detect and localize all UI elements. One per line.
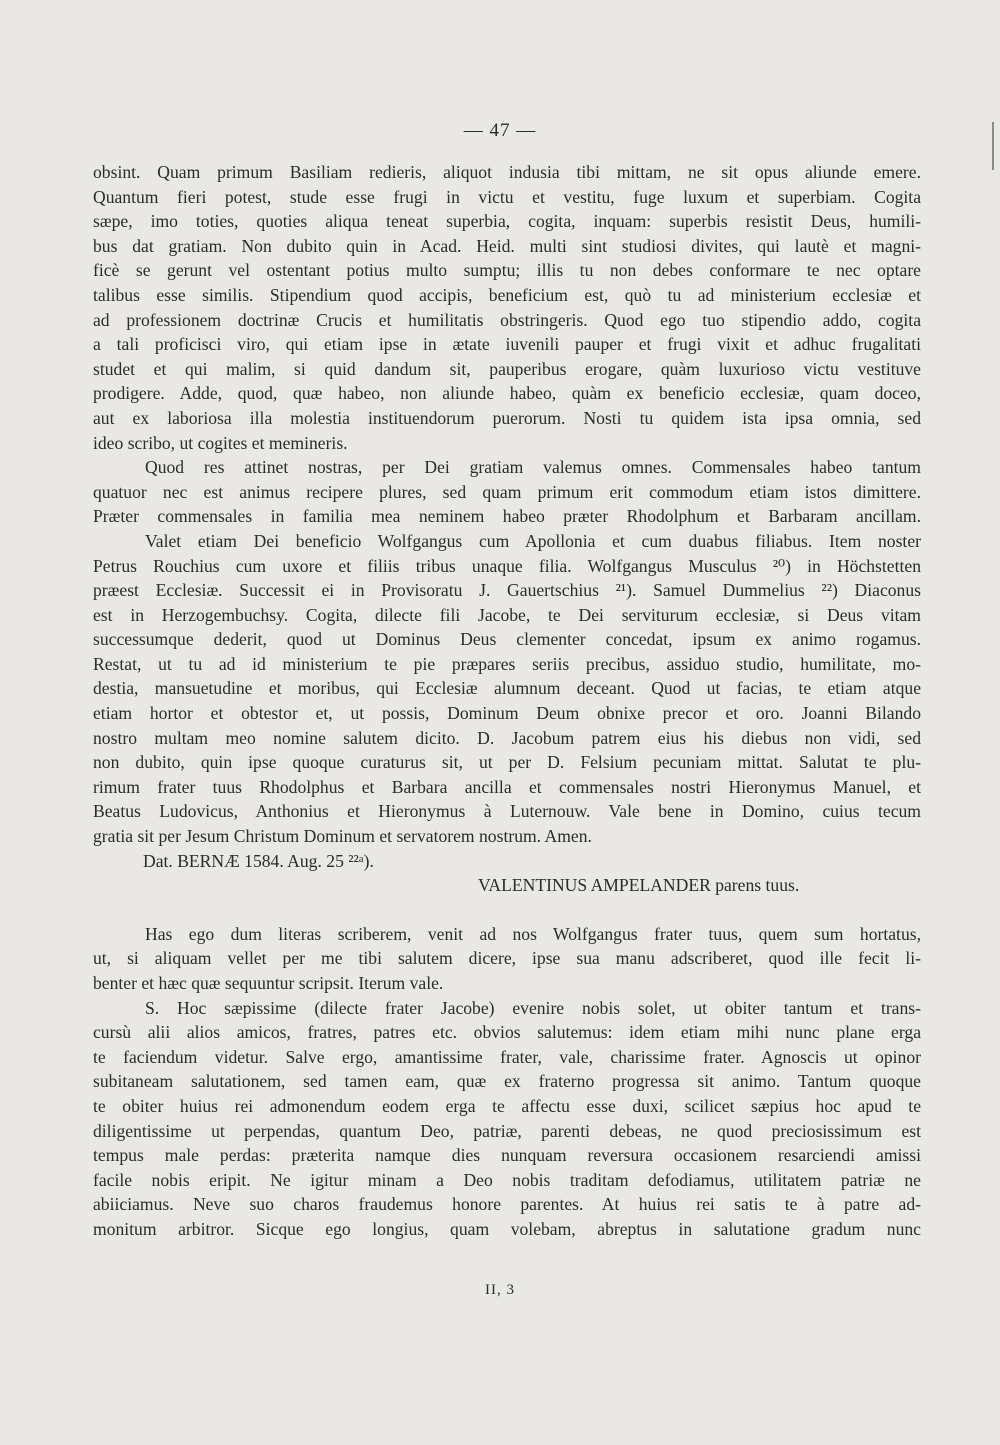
letter-date: Dat. BERNÆ 1584. Aug. 25 ²²ᵃ). [143, 850, 374, 871]
text-line: Quantum fieri potest, stude esse frugi in victu et vestitu, fuge luxum et superbiam. Cogita [93, 186, 921, 207]
letter-signature: VALENTINUS AMPELANDER parens tuus. [478, 875, 800, 896]
text-line: non dubito, quin ipse quoque curaturus sit, ut per D. Felsium pecuniam mittat. Salutat te plu- [93, 752, 921, 773]
text-line: Restat, ut tu ad id ministerium te pie præpares seriis precibus, assiduo studio, humilitate, mo- [93, 653, 921, 674]
text-line: ficè se gerunt vel ostentant potius multo sumptu; illis tu non debes conformare te nec optare [93, 260, 921, 281]
text-line: talibus esse similis. Stipendium quod accipis, beneficium est, quò tu ad ministerium ecclesiæ et [93, 284, 921, 305]
text-line: successumque dederit, quod ut Dominus Deus clementer concedat, ipsum ex animo rogamus. [93, 629, 921, 650]
postscript-2 [93, 996, 921, 1242]
text-line: studet et qui malim, si quid dandum sit, pauperibus erogare, quàm luxurioso victu vestituve [93, 358, 921, 379]
text-line: subitaneam salutationem, sed tamen eam, quæ ex fraterno progressa sit animo. Tantum quoque [93, 1071, 921, 1092]
text-line: abiiciamus. Neve suo charos fraudemus honore parentes. At huius rei satis te à patre ad- [93, 1194, 921, 1215]
text-line: Petrus Rouchius cum uxore et filiis tribus unaque filia. Wolfgangus Musculus ²⁰) in Höchstetten [93, 555, 921, 576]
text-line: ut, si aliquam vellet per me tibi salutem dicere, ipse sua manu adscriberet, quod ille fecit li- [93, 948, 921, 969]
text-line: Has ego dum literas scriberem, venit ad nos Wolfgangus frater tuus, quem sum hortatus, [145, 923, 921, 944]
text-line: te obiter huius rei admonendum eodem erga te affectu esse duxi, scilicet sæpius hoc apud te [93, 1095, 921, 1116]
text-line: ad professionem doctrinæ Crucis et humilitatis obstringeris. Quod ego tuo stipendio addo, cogita [93, 309, 921, 330]
text-line: Valet etiam Dei beneficio Wolfgangus cum Apollonia et cum duabus filiabus. Item noster [145, 530, 921, 551]
text-line: tempus male perdas: præterita namque dies nunquam reversura occasionem resarciendi amissi [93, 1145, 921, 1166]
text-line: Præter commensales in familia mea neminem habeo præter Rhodolphum et Barbaram ancillam. [93, 506, 921, 527]
text-line: benter et hæc quæ sequuntur scripsit. Iterum vale. [93, 973, 444, 993]
page-number: — 47 — [463, 120, 537, 141]
paragraph-1 [93, 160, 921, 455]
text-line: Beatus Ludovicus, Anthonius et Hieronymus à Luternouw. Vale bene in Domino, cuius tecum [93, 801, 921, 822]
text-line: aut ex laboriosa illa molestia instituendorum puerorum. Nosti tu quidem ista ipsa omnia, sed [93, 407, 921, 428]
text-line: S. Hoc sæpissime (dilecte frater Jacobe) evenire nobis solet, ut obiter tantum et trans- [145, 997, 921, 1018]
text-line: etiam hortor et obtestor et, ut possis, Dominum Deum obnixe precor et oro. Joanni Bilando [93, 703, 921, 724]
text-line: ideo scribo, ut cogites et memineris. [93, 432, 348, 453]
text-line: Quod res attinet nostras, per Dei gratiam valemus omnes. Commensales habeo tantum [145, 457, 921, 478]
text-line: prodigere. Adde, quod, quæ habeo, non aliunde habeo, quàm ex beneficio ecclesiæ, quam doceo, [93, 383, 921, 404]
postscript-1 [93, 922, 921, 996]
text-line: quatuor nec est animus recipere plures, sed quam primum erit commodum etiam istos dimittere. [93, 481, 921, 502]
text-line: destia, mansuetudine et moribus, qui Ecclesiæ alumnum deceant. Quod ut facias, te etiam atque [93, 678, 921, 699]
text-line: a tali proficisci viro, qui etiam ipse in ætate iuvenili pauper et frugi vixit et adhuc frugalitati [93, 334, 921, 355]
text-line: monitum arbitror. Sicque ego longius, quam volebam, abreptus in salutatione gradum nunc [93, 1218, 921, 1239]
text-line: te faciendum videtur. Salve ergo, amantissime frater, vale, charissime frater. Agnoscis ut opinor [93, 1046, 921, 1067]
text-line: diligentissime ut perpendas, quantum Deo, patriæ, parenti debeas, ne quod preciosissimum est [93, 1120, 921, 1141]
text-line: gratia sit per Jesum Christum Dominum et servatorem nostrum. Amen. [93, 826, 592, 847]
text-line: rimum frater tuus Rhodolphus et Barbara ancilla et commensales nostri Hieronymus Manuel, et [93, 776, 921, 797]
text-line: nostro multam meo nomine salutem dicito. D. Jacobum patrem eius his diebus non vidi, sed [93, 727, 921, 748]
paragraph-2 [93, 455, 921, 529]
text-line: est in Herzogembuchsy. Cogita, dilecte fili Jacobe, te Dei serviturum ecclesiæ, si Deus vitam [93, 604, 921, 625]
text-line: sæpe, imo toties, quoties aliqua teneat superbia, cogita, inquam: superbis resistit Deus, humili- [93, 211, 921, 232]
text-line: bus dat gratiam. Non dubito quin in Acad. Heid. multi sint studiosi divites, qui lautè et magni- [93, 235, 921, 256]
section-gap [93, 898, 921, 922]
paragraph-3 [93, 529, 921, 849]
text-line: obsint. Quam primum Basiliam redieris, aliquot indusia tibi mittam, ne sit opus aliunde emere. [93, 162, 921, 182]
signature-mark: II, 3 [485, 1282, 515, 1298]
text-line: præest Ecclesiæ. Successit ei in Provisoratu J. Gauertschius ²¹). Samuel Dummelius ²²) Diaconus [93, 580, 921, 601]
letter-body [93, 160, 921, 1242]
text-line: cursù alii alios amicos, fratres, patres etc. obvios salutemus: idem etiam mihi nunc plane erga [93, 1022, 921, 1043]
text-line: facile nobis eripit. Ne igitur minam a Deo nobis traditam defodiamus, utilitatem patriæ ne [93, 1169, 921, 1190]
